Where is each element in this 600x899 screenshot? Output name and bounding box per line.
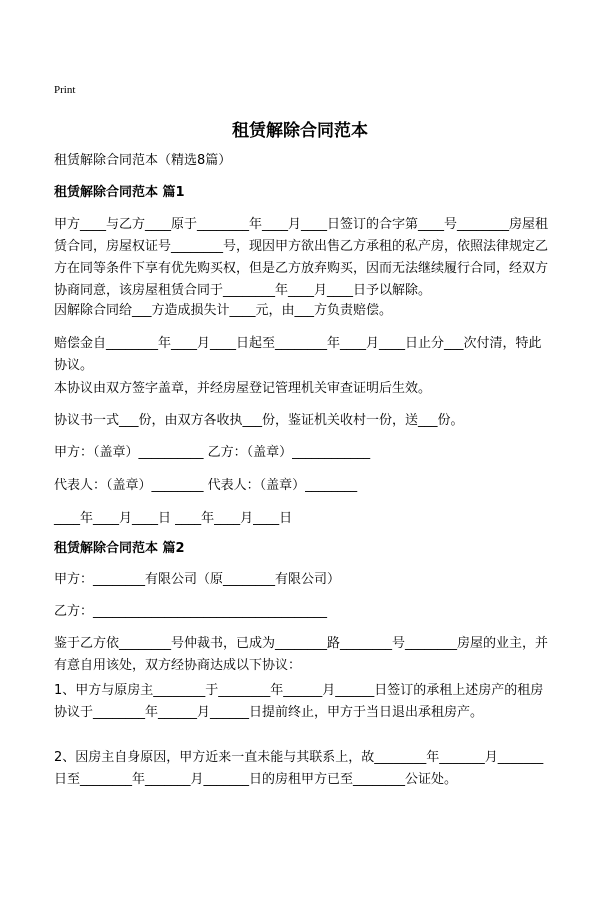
section1-heading: 租赁解除合同范本 篇1 <box>54 185 185 200</box>
section2-paragraph: 1、甲方与原房主________于________年______月______日签订的承租上述房产的租房协议于________年______月______日提前终止，甲方于当日退出承租房产。 <box>54 683 544 720</box>
document-subtitle: 租赁解除合同范本（精选8篇） <box>54 153 232 168</box>
section1-paragraph: 赔偿金自________年____月____日起至________年____月____日止分___次付清，特此协议。 <box>54 336 542 373</box>
signature-line-representative: 代表人：（盖章）________ 代表人：（盖章）________ <box>54 478 358 493</box>
section2-heading: 租赁解除合同范本 篇2 <box>54 541 185 556</box>
section1-paragraph: 本协议由双方签字盖章，并经房屋登记管理机关审查证明后生效。 <box>54 381 432 396</box>
section2-paragraph: 2、因房主自身原因，甲方近来一直未能与其联系上，故________年_______月_______日至________年_______月_______日的房租甲方已至________公证处。 <box>54 750 544 787</box>
print-link[interactable]: Print <box>54 84 76 96</box>
section2-paragraph: 鉴于乙方依________号仲裁书，已成为________路________号________房屋的业主，并有意自用该处，双方经协商达成以下协议： <box>54 636 549 673</box>
section1-paragraph: 因解除合同给___方造成损失计____元，由___方负责赔偿。 <box>54 303 393 318</box>
document-title: 租赁解除合同范本 <box>232 121 368 141</box>
section2-paragraph: 甲方：________有限公司（原________有限公司） <box>54 572 341 587</box>
section1-paragraph: 协议书一式___份，由双方各收执___份，鉴证机关收村一份，送___份。 <box>54 413 464 428</box>
signature-line-party: 甲方：（盖章）__________ 乙方：（盖章）____________ <box>54 445 371 460</box>
signature-date-line: ____年____月____日 ____年____月____日 <box>54 511 293 526</box>
section2-paragraph: 乙方：____________________________________ <box>54 604 328 619</box>
section1-paragraph: 甲方____与乙方____原于________年____月____日签订的合字第____号________房屋租赁合同，房屋权证号________号，现因甲方欲出售乙方承租的私产房，依照法律规定乙方在同等条件下享有优先购买权，但是乙方放弃购买，因而无法继续履行合同，经双方协商同意，该房屋租赁合同于________年____月____日予以解除。 <box>54 217 549 298</box>
